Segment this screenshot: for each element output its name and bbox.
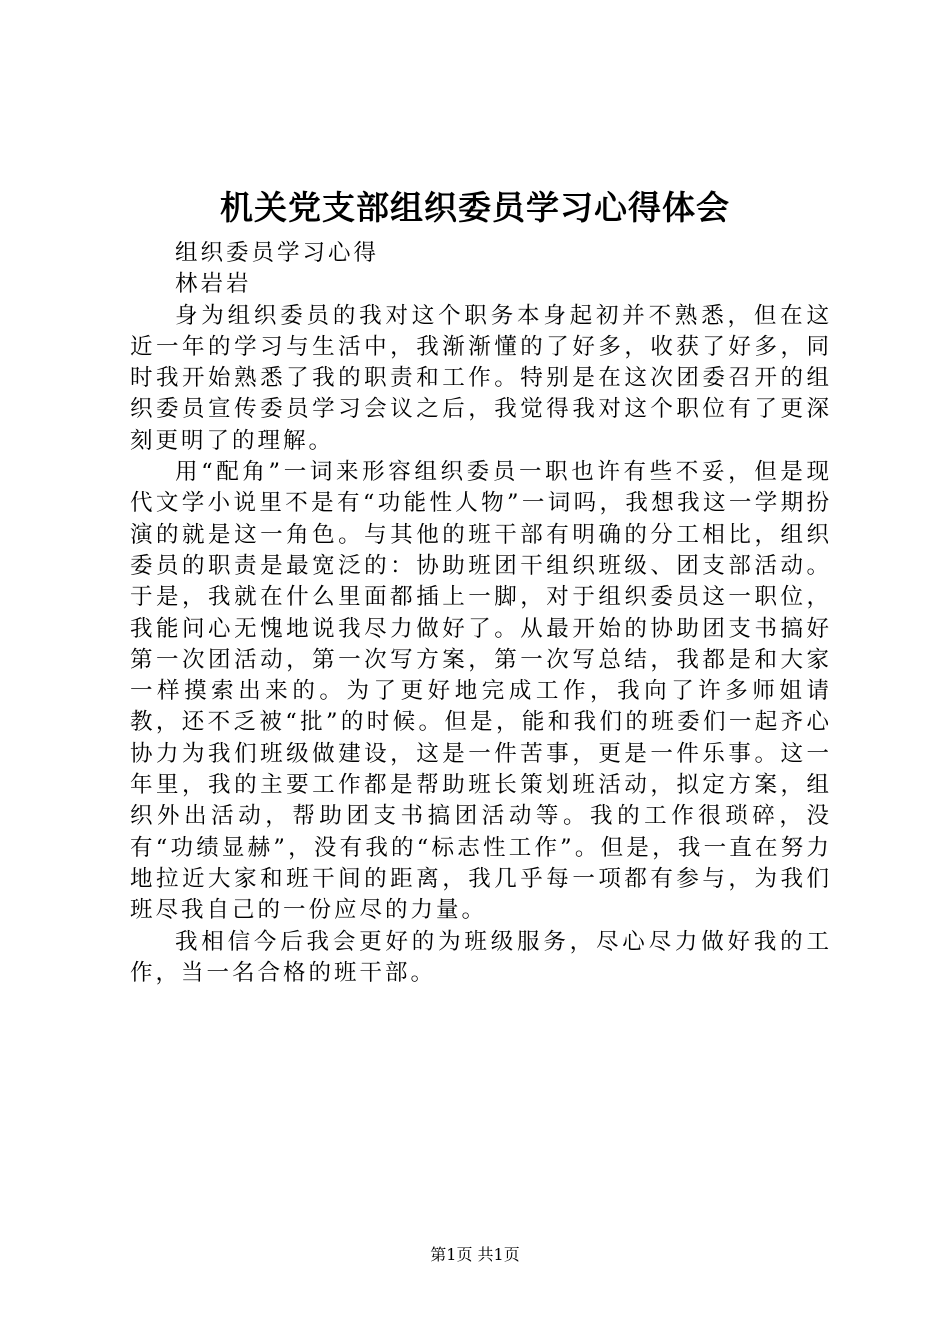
paragraph-2: 用“配角”一词来形容组织委员一职也许有些不妥，但是现代文学小说里不是有“功能性人物”一词吗，我想我这一学期扮演的就是这一角色。与其他的班干部有明确的分工相比，组织委员的职责是最宽泛的：协助班团干组织班级、团支部活动。于是，我就在什么里面都插上一脚，对于组织委员这一职位，我能问心无愧地说我尽力做好了。从最开始的协助团支书搞好第一次团活动，第一次写方案，第一次写总结，我都是和大家一样摸索出来的。为了更好地完成工作，我向了许多师姐请教，还不乏被“批”的时候。但是，能和我们的班委们一起齐心协力为我们班级做建设，这是一件苦事，更是一件乐事。这一年里，我的主要工作都是帮助班长策划班活动，拟定方案，组织外出活动，帮助团支书搞团活动等。我的工作很琐碎，没有“功绩显赫”，没有我的“标志性工作”。但是，我一直在努力地拉近大家和班干间的距离，我几乎每一项都有参与，为我们班尽我自己的一份应尽的力量。	[130, 459, 832, 924]
author-name: 林岩岩	[175, 271, 252, 298]
paragraph-3: 我相信今后我会更好的为班级服务，尽心尽力做好我的工作，当一名合格的班干部。	[130, 928, 832, 986]
subtitle: 组织委员学习心得	[175, 240, 380, 266]
document-title: 机关党支部组织委员学习心得体会	[220, 188, 730, 227]
paragraph-1: 身为组织委员的我对这个职务本身起初并不熟悉，但在这近一年的学习与生活中，我渐渐懂的了好多，收获了好多，同时我开始熟悉了我的职责和工作。特别是在这次团委召开的组织委员宣传委员学习会议之后，我觉得我对这个职位有了更深刻更明了的理解。	[130, 302, 832, 454]
document-body	[130, 238, 832, 989]
page-footer: 第1页 共1页	[430, 1245, 520, 1264]
